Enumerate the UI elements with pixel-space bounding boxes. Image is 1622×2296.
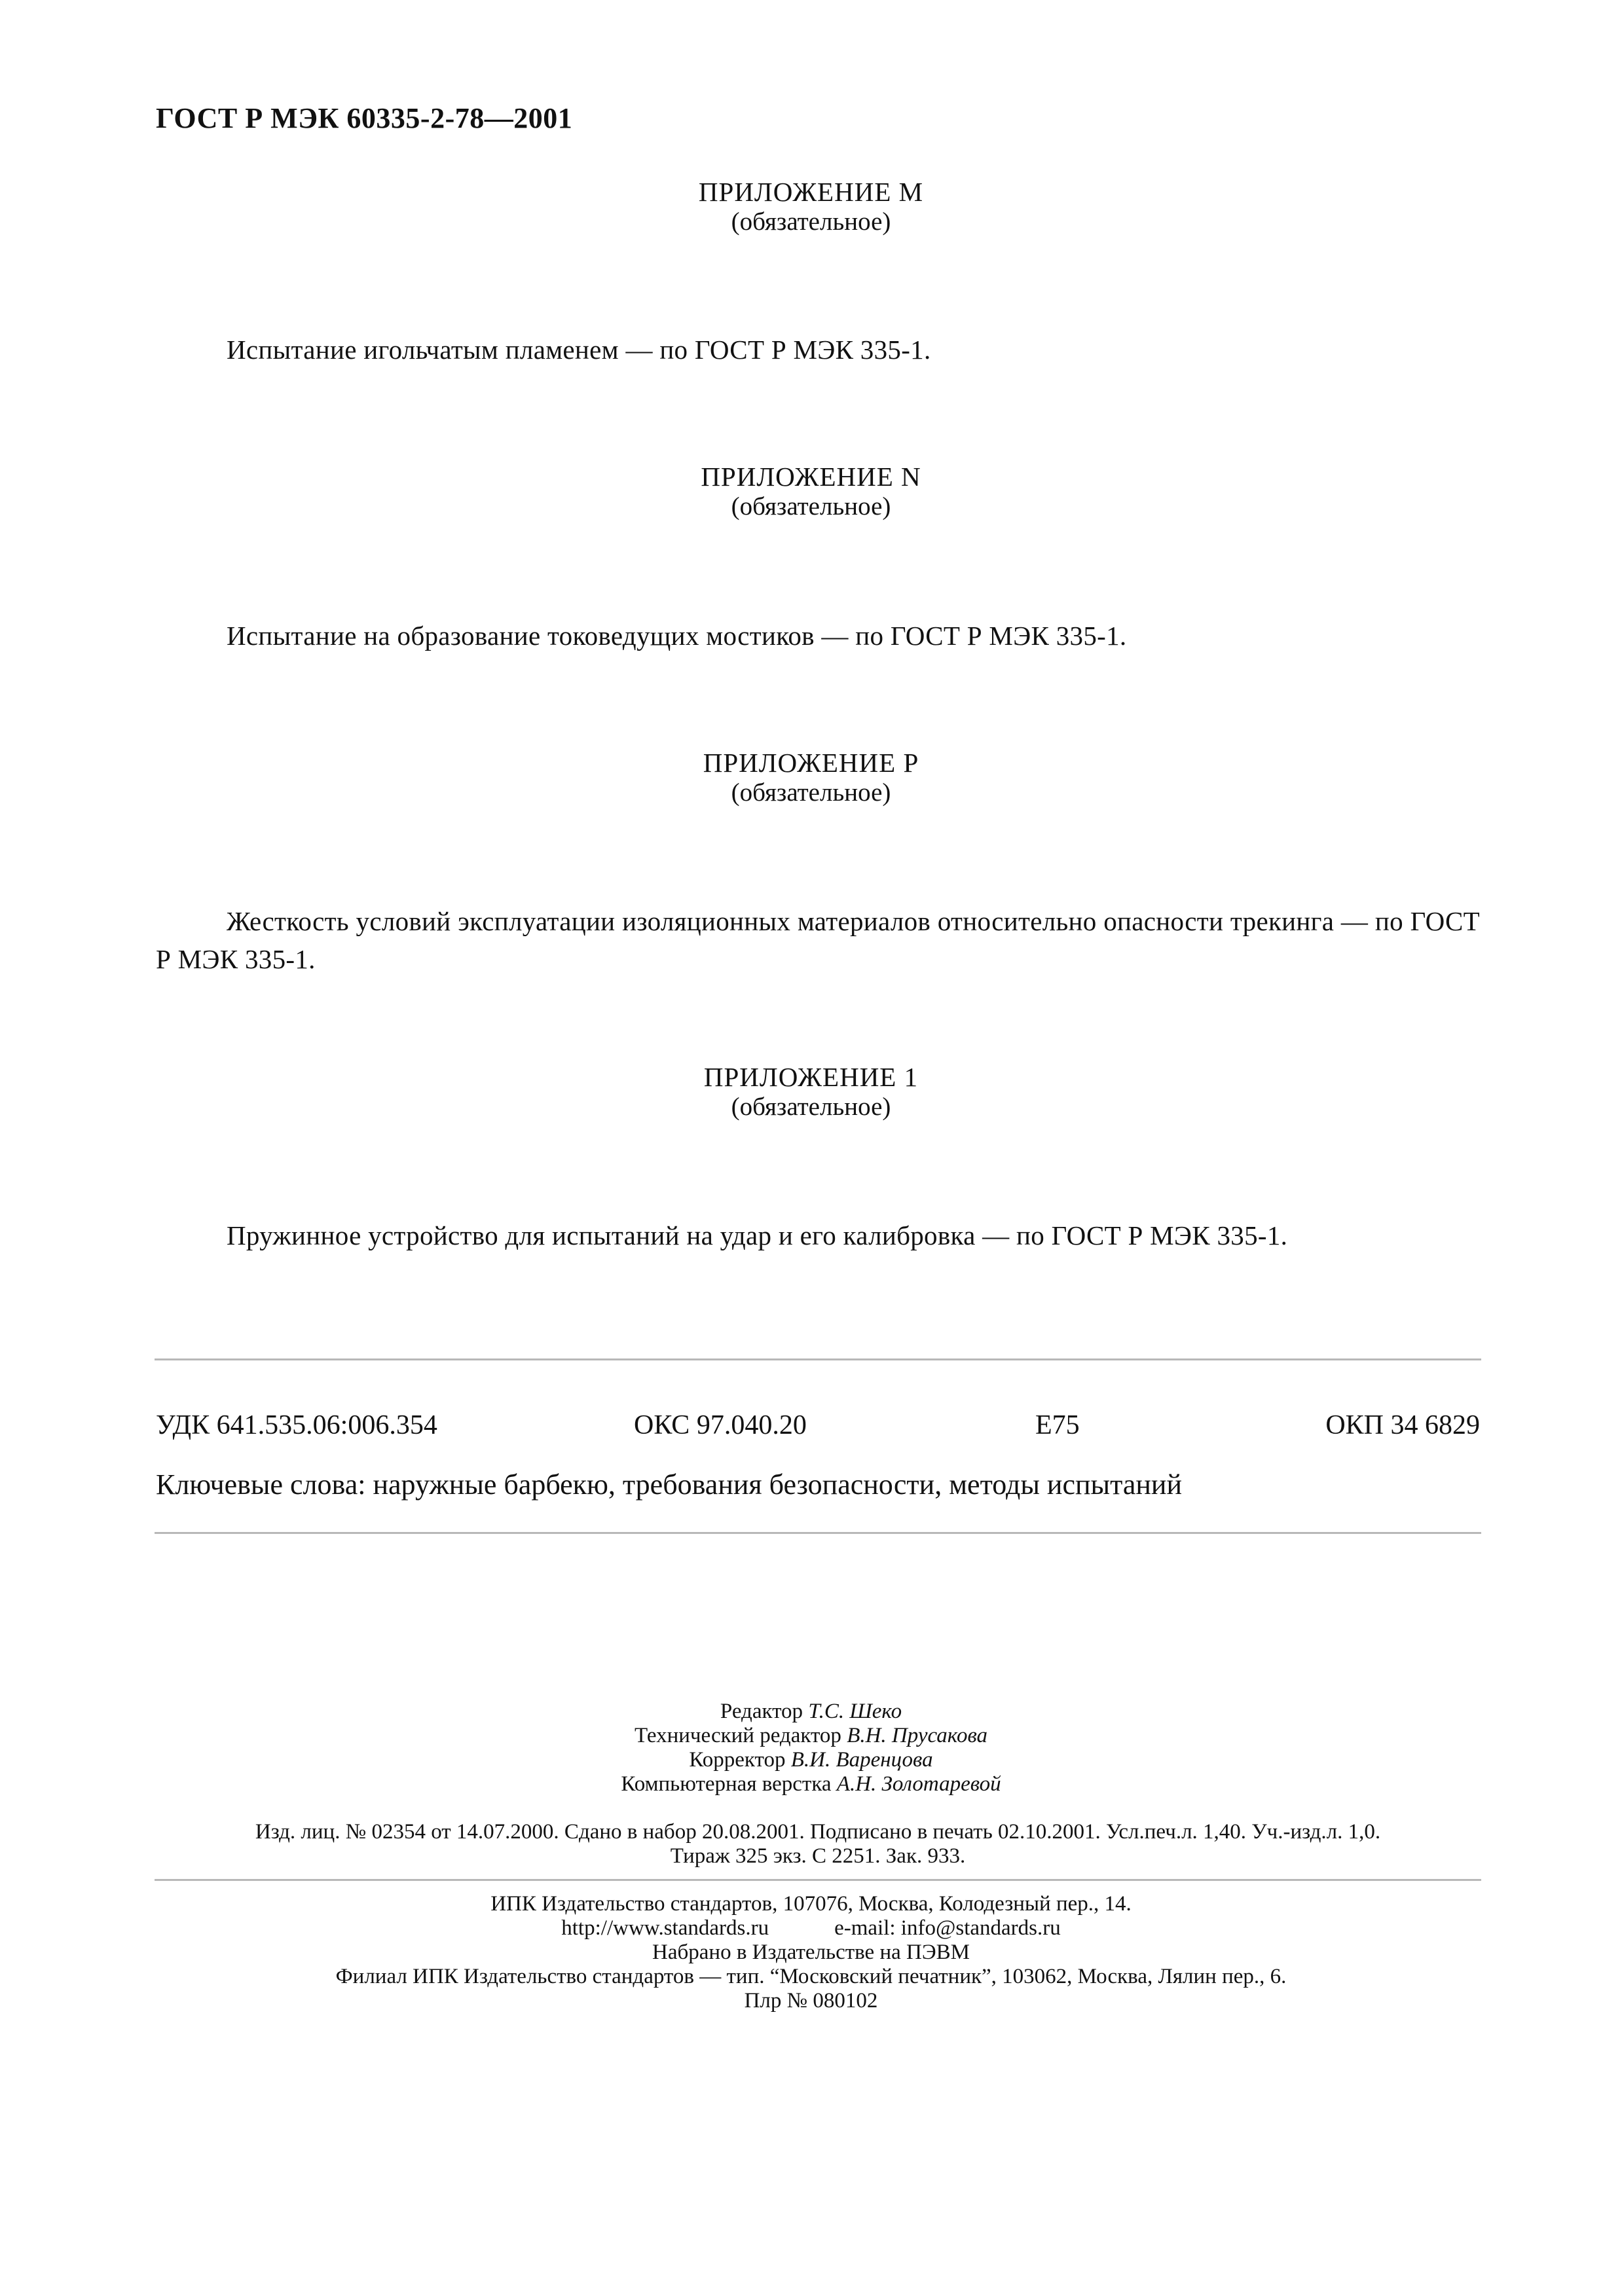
credit-layout xyxy=(0,1772,1622,1796)
credit-name: В.Н. Прусакова xyxy=(847,1724,988,1747)
appendix-p-text: Жесткость условий эксплуатации изоляционных материалов относительно опасности трекинга — по ГОСТ Р МЭК 335-1. xyxy=(156,906,1480,974)
publisher-branch: Филиал ИПК Издательство стандартов — тип. “Московский печатник”, 103062, Москва, Лялин пер., 6. xyxy=(335,1965,1287,1988)
appendix-title: ПРИЛОЖЕНИЕ P xyxy=(703,748,919,778)
appendix-status: (обязательное) xyxy=(731,492,891,521)
appendix-status: (обязательное) xyxy=(731,208,891,236)
publisher-email: e-mail: info@standards.ru xyxy=(834,1916,1061,1940)
group-code: E75 xyxy=(1035,1410,1080,1440)
credit-proofreader xyxy=(0,1748,1622,1772)
udk-code: УДК 641.535.06:006.354 xyxy=(156,1410,437,1440)
appendix-1-heading xyxy=(0,1062,1622,1122)
appendix-title: ПРИЛОЖЕНИЕ M xyxy=(698,177,924,207)
publisher-address: ИПК Издательство стандартов, 107076, Москва, Колодезный пер., 14. xyxy=(490,1892,1132,1916)
publisher-contacts xyxy=(0,1916,1622,1941)
credit-editor xyxy=(0,1700,1622,1724)
appendix-n-text: Испытание на образование токоведущих мостиков — по ГОСТ Р МЭК 335-1. xyxy=(227,621,1127,651)
credit-technical-editor xyxy=(0,1724,1622,1748)
publisher-block xyxy=(0,1892,1622,2013)
publication-line-2: Тираж 325 экз. С 2251. Зак. 933. xyxy=(670,1844,966,1868)
appendix-title: ПРИЛОЖЕНИЕ 1 xyxy=(703,1062,919,1092)
divider-top xyxy=(155,1358,1481,1360)
credit-role: Редактор xyxy=(720,1700,803,1723)
classification-row xyxy=(156,1410,1480,1446)
appendix-status: (обязательное) xyxy=(731,778,891,807)
publication-info xyxy=(156,1820,1480,1868)
appendix-p-heading xyxy=(0,748,1622,808)
credit-name: А.Н. Золотаревой xyxy=(836,1772,1001,1796)
document-header: ГОСТ Р МЭК 60335-2-78—2001 xyxy=(156,102,573,134)
oks-code: ОКС 97.040.20 xyxy=(634,1410,807,1440)
credit-role: Технический редактор xyxy=(634,1724,841,1747)
publisher-website: http://www.standards.ru xyxy=(561,1916,769,1940)
credit-role: Компьютерная верстка xyxy=(621,1772,832,1796)
appendix-m-heading xyxy=(0,177,1622,237)
appendix-1-text: Пружинное устройство для испытаний на удар и его калибровка — по ГОСТ Р МЭК 335-1. xyxy=(227,1220,1288,1250)
appendix-m-text: Испытание игольчатым пламенем — по ГОСТ Р МЭК 335-1. xyxy=(227,335,931,365)
publication-line-1: Изд. лиц. № 02354 от 14.07.2000. Сдано в набор 20.08.2001. Подписано в печать 02.10.2001. Усл.печ.л. 1,40. Уч.-изд.л. 1,0. xyxy=(255,1820,1381,1844)
credit-name: В.И. Варенцова xyxy=(790,1748,933,1772)
okp-code: ОКП 34 6829 xyxy=(1325,1410,1480,1440)
credit-name: Т.С. Шеко xyxy=(808,1700,902,1723)
appendix-title: ПРИЛОЖЕНИЕ N xyxy=(701,462,921,492)
divider-bottom xyxy=(155,1532,1481,1534)
appendix-n-heading xyxy=(0,462,1622,522)
credits-block xyxy=(0,1700,1622,1796)
credit-role: Корректор xyxy=(689,1748,786,1772)
keywords: Ключевые слова: наружные барбекю, требования безопасности, методы испытаний xyxy=(156,1468,1183,1501)
publisher-license: Плр № 080102 xyxy=(744,1989,878,2013)
publisher-typeset: Набрано в Издательстве на ПЭВМ xyxy=(652,1941,970,1964)
appendix-status: (обязательное) xyxy=(731,1093,891,1121)
divider-publisher xyxy=(155,1879,1481,1881)
